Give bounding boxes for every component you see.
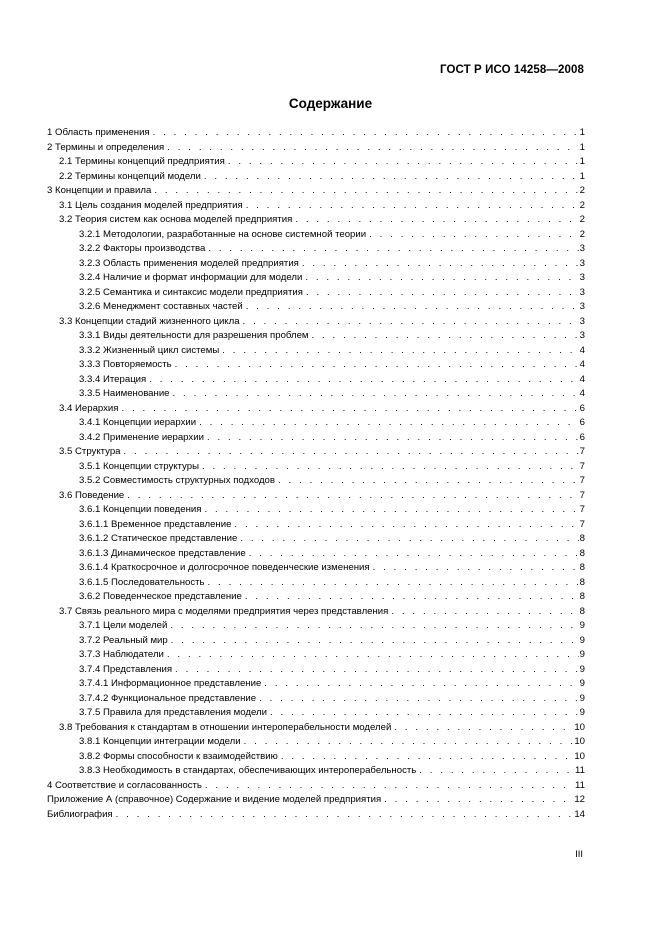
toc-entry-title: 3.7.3 Наблюдатели: [79, 649, 164, 660]
toc-leader-dots: [124, 445, 579, 460]
toc-entry-page: 7: [579, 518, 585, 530]
toc-entry-title: 2.1 Термины концепций предприятия: [59, 156, 225, 167]
toc-leader-dots: [202, 460, 579, 475]
toc-leader-dots: [208, 576, 579, 591]
toc-entry-title: 3.4.2 Применение иерархии: [79, 431, 204, 443]
toc-entry-page: 12: [574, 794, 585, 805]
toc-leader-dots: [121, 402, 578, 417]
toc-leader-dots: [391, 605, 578, 620]
toc-entry-page: 2: [579, 185, 585, 196]
toc-entry-page: 9: [579, 620, 585, 631]
toc-entry-title: 3.8.3 Необходимость в стандартах, обеспечивающих интероперабельность: [79, 765, 417, 776]
toc-entry-page: 8: [579, 533, 585, 544]
toc-entry-title: 3.2.4 Наличие и формат информации для модели: [79, 272, 303, 283]
toc-entry-title: 3.5.2 Совместимость структурных подходов: [79, 475, 275, 486]
toc-entry[interactable]: [47, 605, 585, 620]
toc-entry-page: 9: [579, 649, 585, 660]
toc-entry[interactable]: [47, 402, 585, 417]
toc-leader-dots: [127, 489, 578, 504]
toc-leader-dots: [281, 750, 573, 765]
toc-entry[interactable]: [47, 532, 585, 547]
toc-entry[interactable]: [47, 663, 585, 678]
toc-entry[interactable]: [47, 300, 585, 315]
toc-entry-title: 3.6.1 Концепции поведения: [79, 504, 202, 515]
toc-leader-dots: [154, 184, 578, 199]
toc-entry-title: 3.2.3 Область применения моделей предприятия: [79, 257, 299, 269]
toc-entry[interactable]: [47, 373, 585, 388]
table-of-contents: [47, 126, 585, 822]
toc-entry[interactable]: [47, 257, 585, 272]
toc-title: Содержание: [288, 96, 373, 111]
toc-entry[interactable]: [47, 619, 585, 634]
toc-entry-title: 3.3 Концепции стадий жизненного цикла: [59, 315, 240, 327]
toc-leader-dots: [270, 706, 579, 721]
toc-leader-dots: [246, 300, 579, 315]
toc-leader-dots: [175, 663, 579, 678]
toc-leader-dots: [205, 779, 574, 794]
toc-entry-title: 3.3.2 Жизненный цикл системы: [79, 344, 220, 356]
toc-leader-dots: [234, 518, 578, 533]
toc-entry[interactable]: [47, 750, 585, 765]
toc-entry[interactable]: [47, 329, 585, 344]
toc-entry[interactable]: [47, 692, 585, 707]
toc-entry[interactable]: [47, 808, 585, 823]
toc-leader-dots: [246, 199, 579, 214]
toc-leader-dots: [222, 344, 578, 359]
toc-leader-dots: [312, 329, 579, 344]
toc-entry-page: 4: [579, 344, 585, 356]
toc-entry-title: 3.7.2 Реальный мир: [79, 634, 168, 646]
toc-leader-dots: [149, 373, 578, 388]
toc-entry-page: 1: [579, 141, 585, 153]
toc-entry[interactable]: [47, 590, 585, 605]
toc-leader-dots: [167, 141, 578, 156]
toc-entry-title: 3.6.1.1 Временное представление: [79, 518, 232, 530]
toc-entry[interactable]: [47, 315, 585, 330]
toc-entry[interactable]: [47, 228, 585, 243]
toc-entry-page: 3: [579, 330, 585, 341]
toc-entry-title: 3 Концепции и правила: [47, 185, 152, 196]
toc-entry-page: 2: [579, 214, 585, 225]
toc-entry[interactable]: [47, 518, 585, 533]
toc-leader-dots: [175, 358, 579, 373]
toc-leader-dots: [259, 692, 579, 707]
toc-entry[interactable]: [47, 460, 585, 475]
toc-entry-page: 7: [579, 489, 585, 501]
toc-entry-title: 3.5 Структура: [59, 446, 121, 457]
toc-entry[interactable]: [47, 503, 585, 518]
toc-entry[interactable]: [47, 634, 585, 649]
toc-entry-page: 7: [579, 475, 585, 486]
page-number: III: [575, 849, 583, 860]
toc-entry-page: 3: [579, 243, 585, 254]
toc-leader-dots: [170, 619, 578, 634]
toc-entry-title: 3.1 Цель создания моделей предприятия: [59, 199, 243, 211]
toc-entry-title: 3.2.1 Методологии, разработанные на основе системной теории: [79, 228, 367, 240]
toc-entry-page: 3: [579, 257, 585, 269]
toc-entry[interactable]: [47, 547, 585, 562]
toc-leader-dots: [207, 431, 579, 446]
toc-entry-page: 1: [579, 127, 585, 138]
toc-leader-dots: [384, 793, 573, 808]
toc-entry-title: 3.3.5 Наименование: [79, 388, 170, 399]
toc-entry[interactable]: [47, 286, 585, 301]
toc-leader-dots: [369, 228, 579, 243]
toc-leader-dots: [302, 257, 579, 272]
toc-entry-page: 1: [579, 170, 585, 182]
toc-entry[interactable]: [47, 721, 585, 736]
toc-entry-page: 6: [579, 402, 585, 414]
toc-entry[interactable]: [47, 677, 585, 692]
toc-entry[interactable]: [47, 170, 585, 185]
toc-leader-dots: [245, 590, 579, 605]
toc-entry[interactable]: [47, 648, 585, 663]
toc-entry-title: 3.7.4.1 Информационное представление: [79, 678, 262, 689]
toc-entry[interactable]: [47, 416, 585, 431]
toc-leader-dots: [167, 648, 579, 663]
toc-entry-page: 14: [574, 808, 585, 820]
toc-entry-page: 3: [579, 286, 585, 298]
toc-entry-page: 10: [574, 750, 585, 762]
toc-leader-dots: [228, 155, 579, 170]
toc-entry-page: 3: [579, 315, 585, 327]
toc-entry[interactable]: [47, 242, 585, 257]
toc-leader-dots: [240, 532, 578, 547]
toc-entry-title: 3.2.2 Факторы производства: [79, 243, 206, 254]
toc-entry-page: 1: [579, 156, 585, 167]
toc-entry-title: 3.2.5 Семантика и синтаксис модели предприятия: [79, 286, 303, 298]
toc-entry-title: 2.2 Термины концепций модели: [59, 170, 201, 182]
toc-entry[interactable]: [47, 489, 585, 504]
toc-entry-page: 11: [575, 765, 585, 776]
toc-entry[interactable]: [47, 141, 585, 156]
toc-entry-title: 3.2.6 Менеджмент составных частей: [79, 301, 243, 312]
toc-entry-title: 3.6.1.3 Динамическое представление: [79, 547, 246, 559]
toc-entry-title: 4 Соответствие и согласованность: [47, 779, 202, 791]
toc-entry-title: 3.7 Связь реального мира с моделями предприятия через представления: [59, 605, 389, 617]
toc-entry-page: 11: [575, 779, 585, 791]
toc-entry[interactable]: [47, 561, 585, 576]
toc-entry-page: 8: [579, 576, 585, 588]
toc-entry-title: 3.6.2 Поведенческое представление: [79, 591, 242, 602]
toc-leader-dots: [419, 764, 574, 779]
toc-entry[interactable]: [47, 779, 585, 794]
toc-leader-dots: [173, 387, 579, 402]
toc-entry[interactable]: [47, 764, 585, 779]
toc-entry-title: 2 Термины и определения: [47, 141, 165, 153]
toc-entry-page: 9: [579, 678, 585, 689]
toc-entry-page: 7: [579, 504, 585, 515]
toc-entry-title: 3.4.1 Концепции иерархии: [79, 417, 197, 428]
toc-entry[interactable]: [47, 793, 585, 808]
toc-entry-page: 3: [579, 272, 585, 283]
toc-entry[interactable]: [47, 445, 585, 460]
toc-entry-page: 4: [579, 359, 585, 370]
toc-entry-page: 10: [574, 736, 585, 747]
toc-entry-page: 2: [579, 228, 585, 240]
toc-entry-title: 3.3.1 Виды деятельности для разрешения проблем: [79, 330, 309, 341]
toc-leader-dots: [171, 634, 579, 649]
toc-entry-page: 4: [579, 388, 585, 399]
toc-entry-page: 8: [579, 605, 585, 617]
toc-entry-title: 3.6.1.5 Последовательность: [79, 576, 205, 588]
toc-entry[interactable]: [47, 576, 585, 591]
toc-entry[interactable]: [47, 387, 585, 402]
toc-entry[interactable]: [47, 344, 585, 359]
toc-entry[interactable]: [47, 706, 585, 721]
toc-leader-dots: [208, 242, 578, 257]
toc-leader-dots: [264, 677, 578, 692]
toc-entry-page: 6: [579, 417, 585, 428]
toc-entry-title: 3.8.1 Концепции интеграции модели: [79, 736, 241, 747]
toc-leader-dots: [116, 808, 574, 823]
document-code: ГОСТ Р ИСО 14258—2008: [439, 64, 584, 76]
toc-leader-dots: [373, 561, 579, 576]
toc-entry-title: 3.8 Требования к стандартам в отношении интероперабельности моделей: [59, 721, 392, 733]
toc-entry-page: 8: [579, 547, 585, 559]
toc-entry-page: 9: [579, 707, 585, 718]
toc-entry-title: 3.7.5 Правила для представления модели: [79, 707, 267, 718]
toc-entry-title: 3.6 Поведение: [59, 489, 125, 501]
toc-entry-title: 3.6.1.2 Статическое представление: [79, 533, 238, 544]
toc-entry[interactable]: [47, 271, 585, 286]
toc-entry-title: 3.8.2 Формы способности к взаимодействию: [79, 750, 278, 762]
toc-leader-dots: [204, 503, 578, 518]
toc-entry-page: 6: [579, 431, 585, 443]
toc-leader-dots: [278, 474, 579, 489]
toc-entry-page: 9: [579, 663, 585, 675]
toc-entry-page: 2: [579, 199, 585, 211]
toc-entry-page: 7: [579, 446, 585, 457]
toc-entry-title: 3.7.4.2 Функциональное представление: [79, 692, 257, 704]
toc-leader-dots: [204, 170, 579, 185]
toc-leader-dots: [244, 735, 574, 750]
toc-entry-page: 8: [579, 562, 585, 573]
toc-leader-dots: [199, 416, 579, 431]
toc-leader-dots: [153, 126, 579, 141]
toc-leader-dots: [249, 547, 579, 562]
toc-entry-page: 8: [579, 591, 585, 602]
toc-entry-title: 3.2 Теория систем как основа моделей предприятия: [59, 214, 293, 225]
toc-entry[interactable]: [47, 431, 585, 446]
toc-entry-title: 3.4 Иерархия: [59, 402, 119, 414]
toc-entry-page: 4: [579, 373, 585, 385]
toc-entry-title: Приложение А (справочное) Содержание и видение моделей предприятия: [47, 794, 382, 805]
toc-entry[interactable]: [47, 199, 585, 214]
toc-entry-title: 3.7.4 Представления: [79, 663, 173, 675]
toc-entry-title: 3.6.1.4 Краткосрочное и долгосрочное поведенческие изменения: [79, 562, 370, 573]
toc-entry[interactable]: [47, 126, 585, 141]
toc-entry[interactable]: [47, 184, 585, 199]
toc-leader-dots: [306, 286, 579, 301]
toc-leader-dots: [295, 213, 578, 228]
toc-entry-page: 9: [579, 692, 585, 704]
toc-entry-title: Библиография: [47, 808, 113, 820]
toc-entry-page: 10: [574, 721, 585, 733]
toc-entry-page: 3: [579, 301, 585, 312]
toc-entry[interactable]: [47, 155, 585, 170]
toc-leader-dots: [243, 315, 579, 330]
toc-entry-page: 9: [579, 634, 585, 646]
toc-entry[interactable]: [47, 474, 585, 489]
toc-entry-title: 3.5.1 Концепции структуры: [79, 460, 199, 472]
toc-entry-page: 7: [579, 460, 585, 472]
toc-entry[interactable]: [47, 358, 585, 373]
toc-entry[interactable]: [47, 213, 585, 228]
toc-entry-title: 3.3.3 Повторяемость: [79, 359, 172, 370]
toc-entry[interactable]: [47, 735, 585, 750]
toc-leader-dots: [394, 721, 573, 736]
toc-entry-title: 3.3.4 Итерация: [79, 373, 147, 385]
toc-entry-title: 1 Область применения: [47, 127, 150, 138]
toc-entry-title: 3.7.1 Цели моделей: [79, 620, 168, 631]
toc-leader-dots: [305, 271, 578, 286]
